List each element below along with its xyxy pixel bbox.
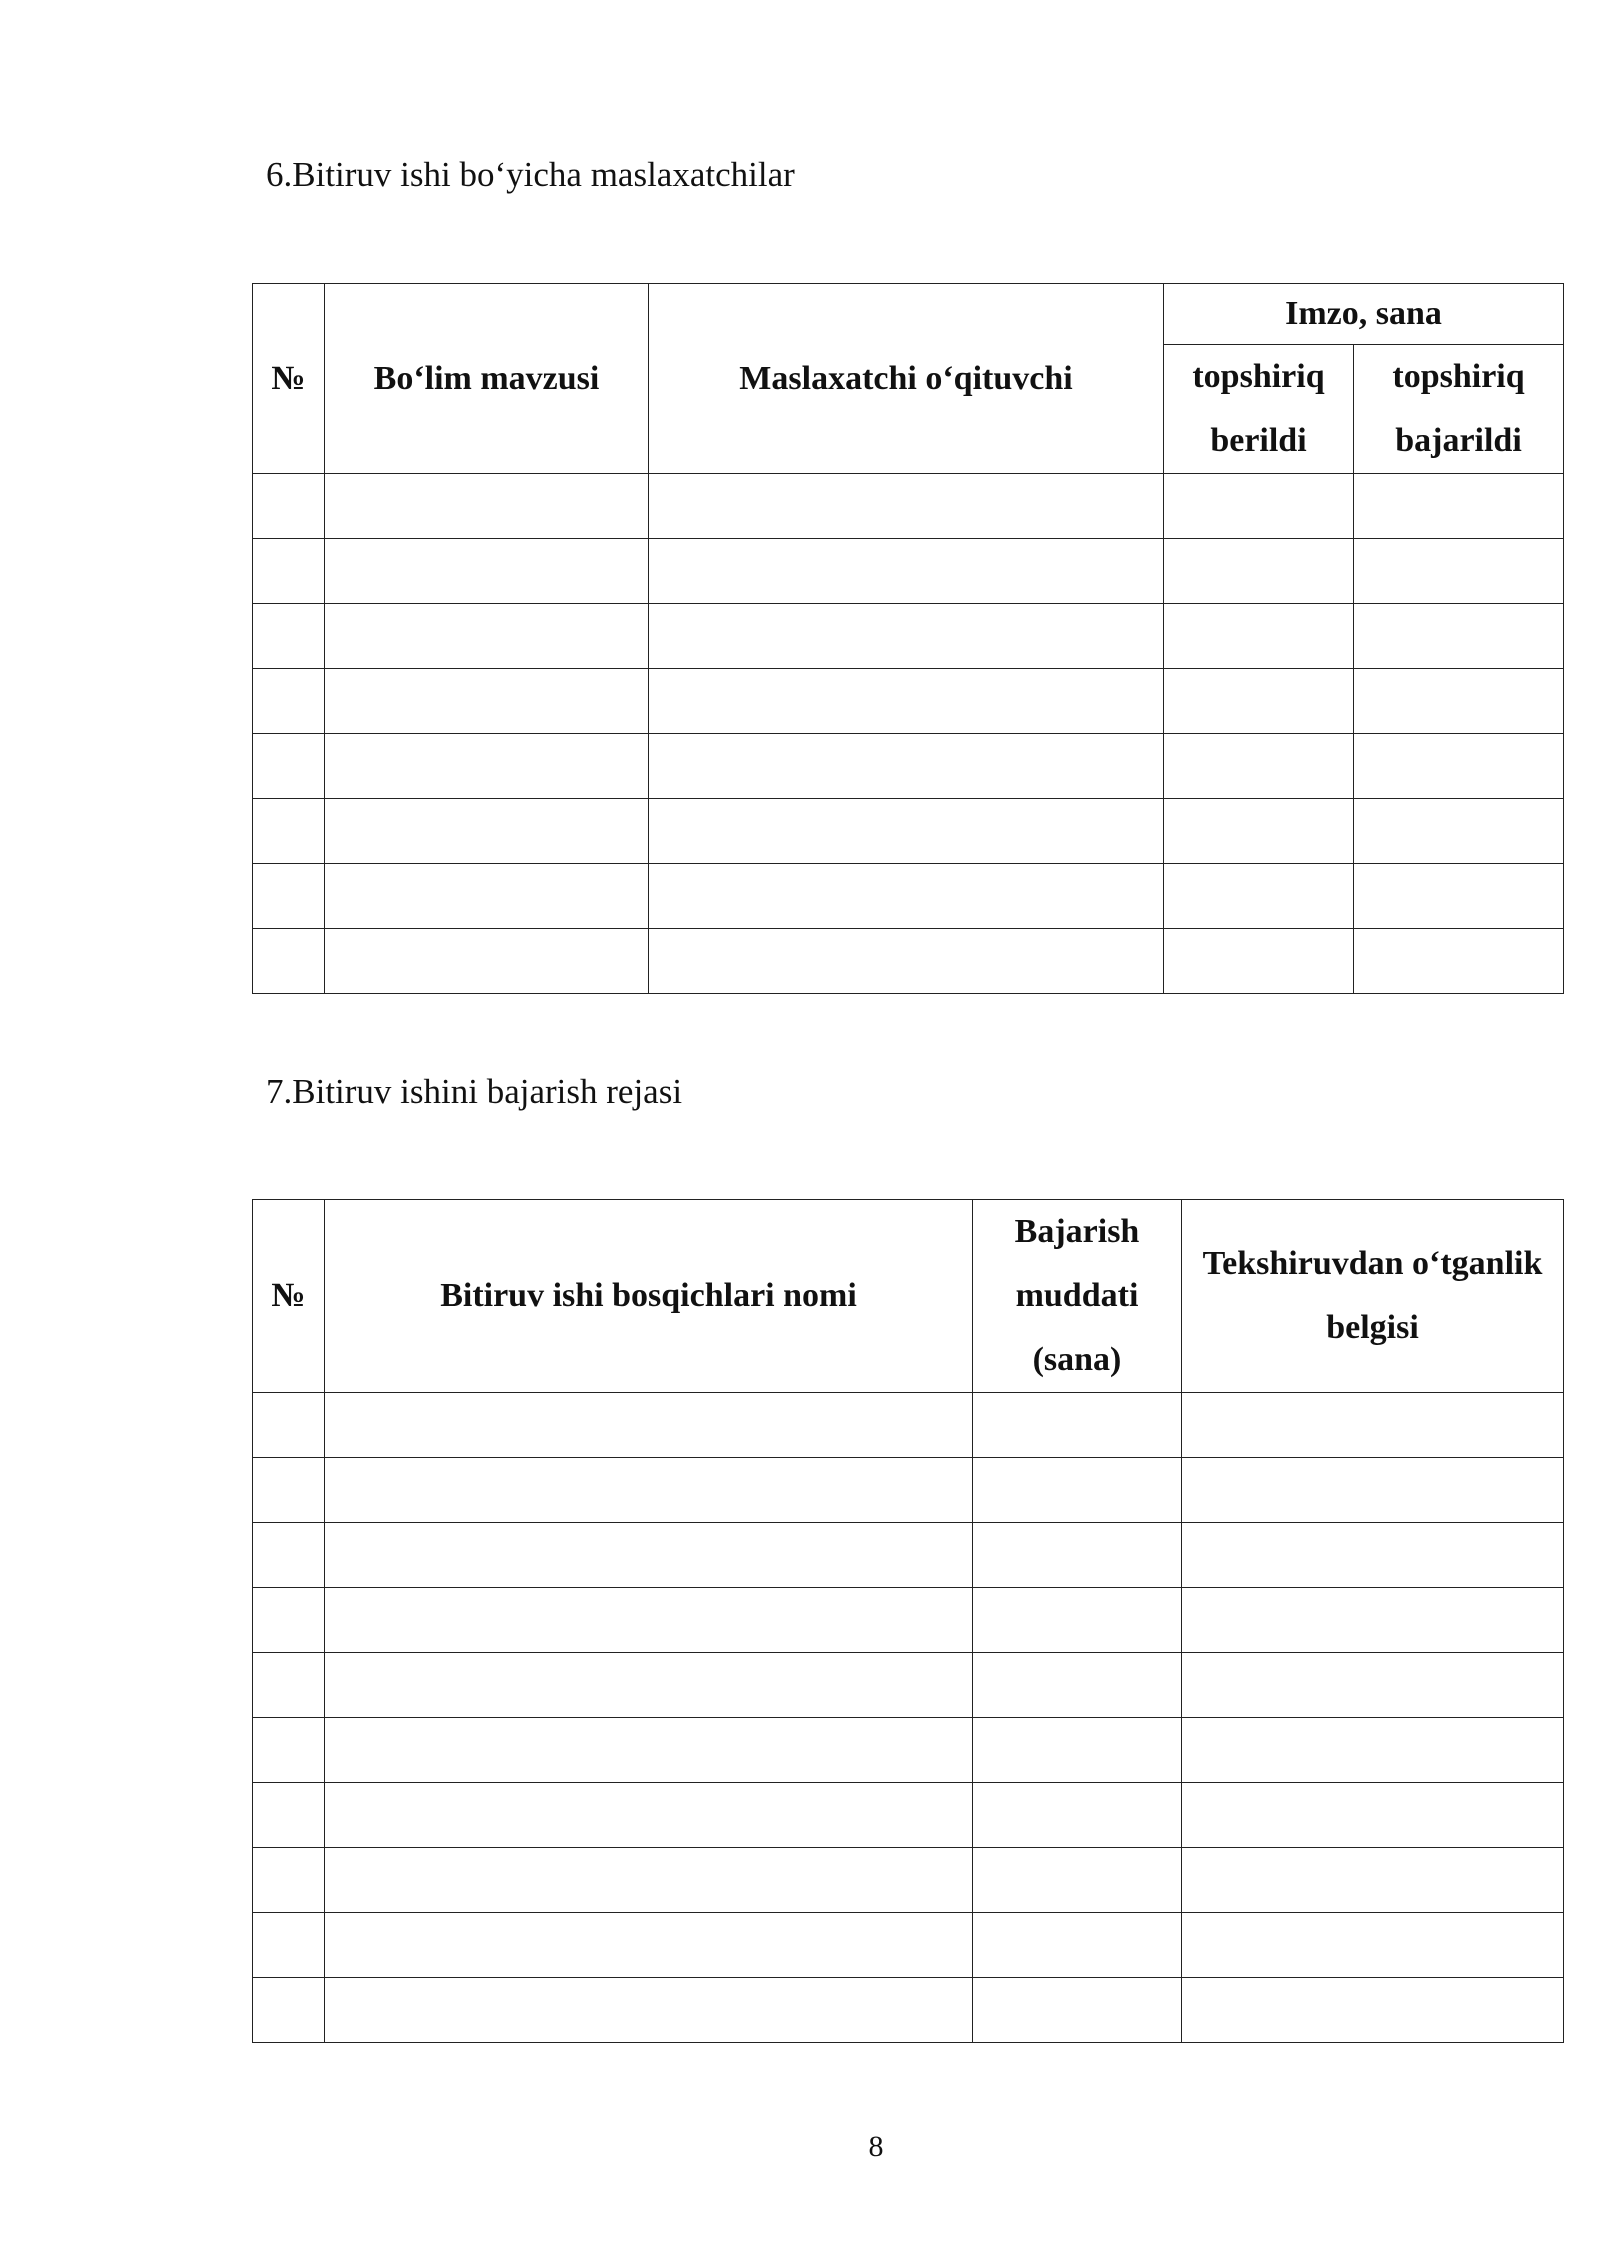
header-advisor: Maslaxatchi o‘qituvchi	[649, 284, 1164, 474]
header-task-done: topshiriq bajarildi	[1354, 345, 1564, 474]
header-num: №	[253, 284, 325, 474]
header-signature: Imzo, sana	[1164, 284, 1564, 345]
header-stages: Bitiruv ishi bosqichlari nomi	[325, 1200, 973, 1393]
page-number: 8	[868, 2130, 884, 2163]
section-7-title: 7.Bitiruv ishini bajarish rejasi	[266, 1072, 683, 1111]
header-topic: Bo‘lim mavzusi	[325, 284, 649, 474]
header-deadline: Bajarish muddati (sana)	[973, 1200, 1182, 1393]
header-check: Tekshiruvdan o‘tganlik belgisi	[1182, 1200, 1564, 1393]
header-task-given: topshiriq berildi	[1164, 345, 1354, 474]
header-num: №	[253, 1200, 325, 1393]
section-6-title: 6.Bitiruv ishi bo‘yicha maslaxatchilar	[266, 155, 795, 194]
